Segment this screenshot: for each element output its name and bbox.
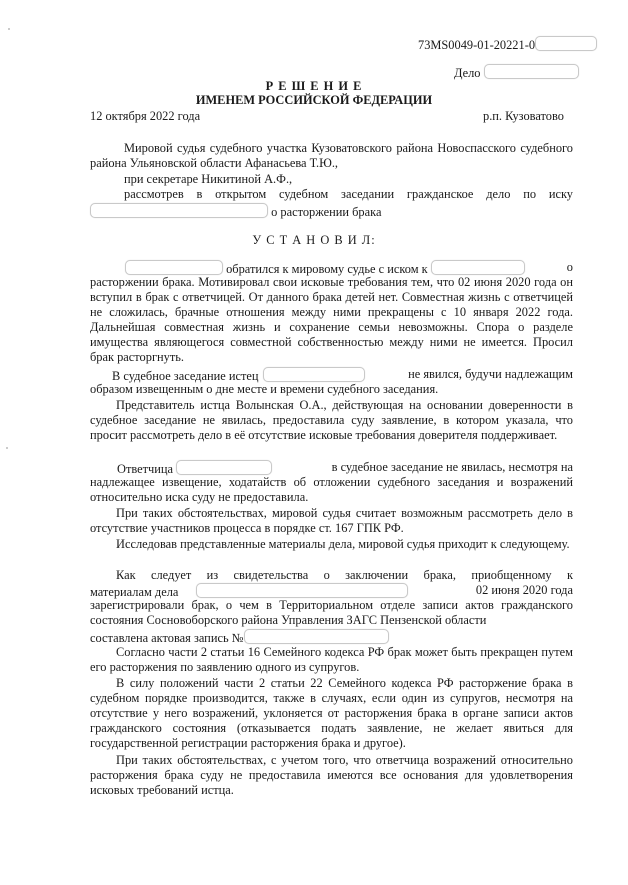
p8: Согласно части 2 статьи 16 Семейного кодекса РФ брак может быть прекращен путем его расторжения по заявлению одного из супругов. (90, 645, 573, 674)
scan-speck (6, 447, 8, 449)
redaction (431, 260, 525, 275)
case-code-text: 73MS0049-01-20221-0 (418, 38, 536, 52)
redaction (244, 629, 389, 644)
intro-claim (90, 203, 381, 220)
redaction (125, 260, 223, 275)
scan-speck (8, 28, 10, 30)
intro-judge: Мировой судья судебного участка Кузоватовского района Новоспасского судебного района Ульяновской области Афанасьева Т.Ю., (90, 141, 573, 170)
intro-secretary: при секретаре Никитиной А.Ф., (124, 172, 293, 186)
redaction (90, 203, 268, 218)
redaction (176, 460, 272, 475)
redaction (263, 367, 365, 382)
p4-body: надлежащее извещение, ходатайств об отложении судебного заседания и возражений относительно иска суду не предоставила. (90, 475, 573, 504)
p2-text-a: В судебное заседание истец (112, 369, 259, 383)
case-label: Дело (454, 66, 481, 80)
redaction (535, 36, 597, 51)
p5: При таких обстоятельствах, мировой судья считает возможным рассмотреть дело в отсутствие участников процесса в порядке ст. 167 ГПК РФ. (90, 506, 573, 535)
p7-first-line: Как следует из свидетельства о заключении брака, приобщенному к (116, 568, 573, 582)
p1-text-a: обратился к мировому судье с иском к (226, 262, 428, 276)
p7-text-e: составлена актовая запись № (90, 631, 244, 645)
p1-text-b: о (566, 260, 573, 274)
p3: Представитель истца Волынская О.А., действующая на основании доверенности в судебное заседание не явилась, предоставила суду заявление, в котором указала, что просит рассмотреть дело в её отсутствие исковые требования доверителя поддерживает. (90, 398, 573, 442)
p7-text-b: материалам дела (90, 585, 179, 599)
p10: При таких обстоятельствах, с учетом того, что ответчица возражений относительно расторжения брака суду не предоставила имеются все основания для удовлетворения исковых требований истца. (90, 753, 573, 797)
p7-text-c: 02 июня 2020 года (475, 583, 573, 597)
intro-considering: рассмотрев в открытом судебном заседании гражданское дело по иску (124, 187, 573, 201)
section-title: У С Т А Н О В И Л: (252, 233, 376, 247)
p9: В силу положений части 2 статьи 22 Семейного кодекса РФ расторжение брака в судебном порядке производится, также в случаях, если один из супругов, несмотря на отсутствие у него возражений, уклоняется от расторжения брака в органе записи актов гражданского состояния (отказывается подать заявление, не желает явиться для государственной регистрации расторжения брака и другое). (90, 676, 573, 750)
p2-text-b: не явился, будучи надлежащим (408, 367, 573, 381)
case-code (418, 36, 597, 53)
p4-text-b: в судебное заседание не явилась, несмотря на (331, 460, 573, 474)
p1-body: расторжении брака. Мотивировал свои исковые требования тем, что 02 июня 2020 года он вступил в брак с ответчицей. От данного брака детей нет. Совместная жизнь с ответчицей не сложилась, брачные отношения между ними прекращены с 10 января 2022 года. Дальнейшая совместная жизнь и сохранение семьи невозможны. Спора о разделе имущества являющегося совместной собственностью между ними не имеется. Просил брак расторгнуть. (90, 275, 573, 364)
decision-date: 12 октября 2022 года (90, 109, 201, 123)
p7-record (90, 629, 389, 646)
p2-body: образом извещенным о дне месте и времени судебного заседания. (90, 382, 439, 396)
intro-claim-text: о расторжении брака (271, 205, 382, 219)
document-title: Р Е Ш Е Н И Е (265, 79, 363, 93)
p6: Исследовав представленные материалы дела, мировой судья приходит к следующему. (116, 537, 570, 551)
p7-body: зарегистрировали брак, о чем в Территориальном отделе записи актов гражданского состояния Сосновоборского района Управления ЗАГС Пензенской области (90, 598, 573, 627)
decision-place: р.п. Кузоватово (483, 109, 564, 123)
document-subtitle: ИМЕНЕМ РОССИЙСКОЙ ФЕДЕРАЦИИ (195, 93, 433, 107)
redaction (484, 64, 579, 79)
redaction (196, 583, 408, 598)
p4-text-a: Ответчица (117, 462, 174, 476)
